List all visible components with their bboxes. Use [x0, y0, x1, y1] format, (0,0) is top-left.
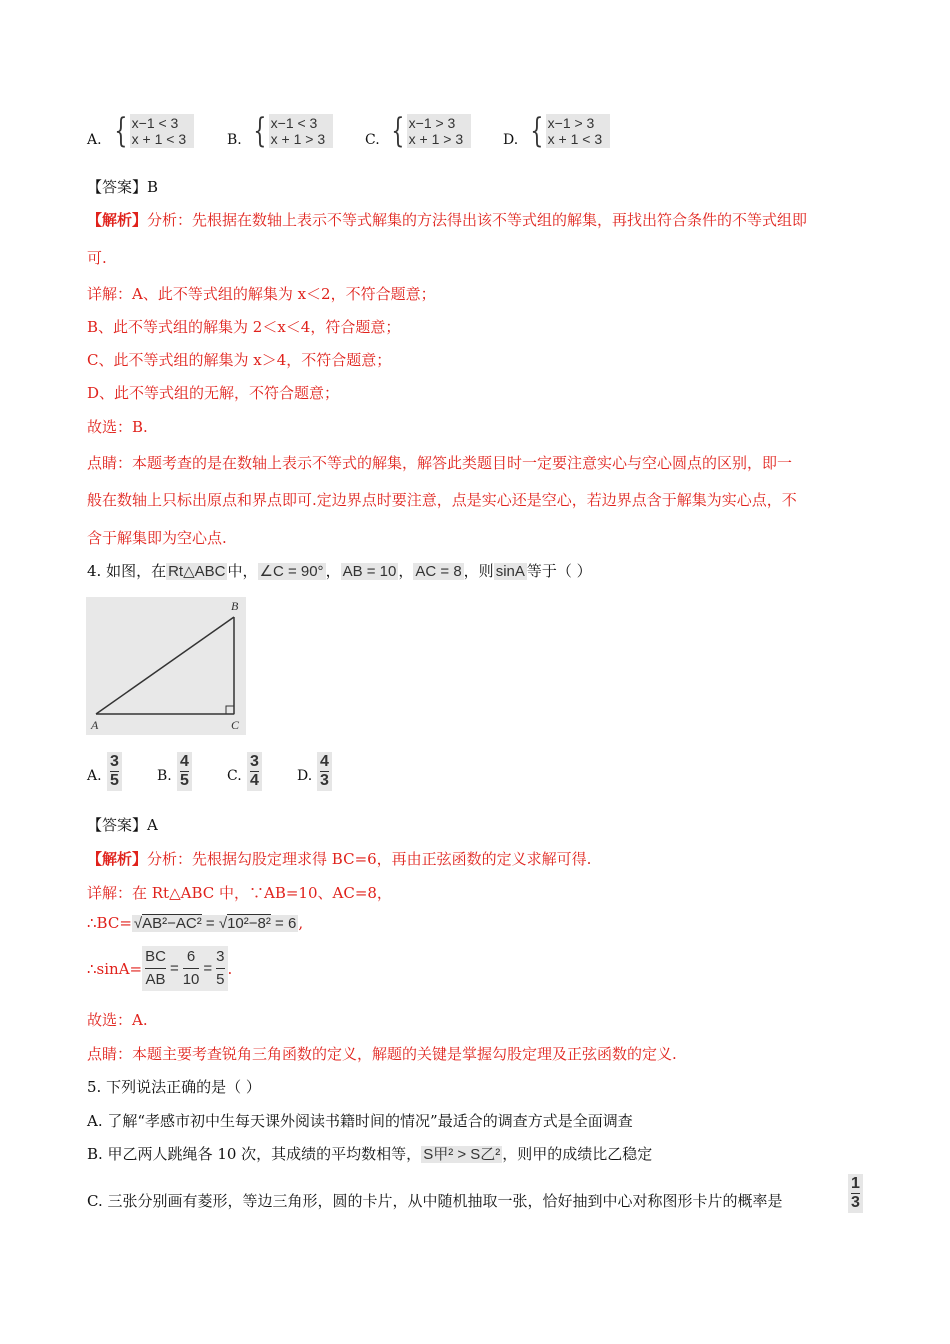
fraction: 3 4 — [247, 752, 262, 791]
q4-sin-line: ∴sinA= BC AB = 6 10 = 3 5 . — [87, 946, 232, 991]
option-label: D. — [503, 132, 519, 148]
q3-detail-line4: D、此不等式组的无解，不符合题意； — [87, 384, 340, 402]
q3-answer: 【答案】B — [87, 178, 159, 196]
q3-analysis-line1: 【解析】分析：先根据在数轴上表示不等式解集的方法得出该不等式组的解集，再找出符合条件的不等式组即 — [87, 211, 808, 229]
sin-fraction-chain: BC AB = 6 10 = 3 5 — [142, 946, 227, 991]
q4-comment: 点睛：本题主要考查锐角三角函数的定义，解题的关键是掌握勾股定理及正弦函数的定义. — [87, 1045, 677, 1063]
q5-option-b: B. 甲乙两人跳绳各 10 次，其成绩的平均数相等， S甲² > S乙² ，则甲的成绩比乙稳定 — [87, 1145, 653, 1163]
vertex-c-label: C — [231, 718, 240, 732]
q3-choice: 故选：B. — [87, 418, 148, 436]
option-label: C. — [365, 132, 380, 148]
vertex-b-label: B — [231, 599, 239, 613]
variance-comparison: S甲² > S乙² — [423, 1146, 501, 1163]
q5-option-a: A. 了解“孝感市初中生每天课外阅读书籍时间的情况”最适合的调查方式是全面调查 — [87, 1112, 633, 1130]
q3-comment-line2: 般在数轴上只标出原点和界点即可.定边界点时要注意，点是实心还是空心，若边界点含于解集为实心点，不 — [87, 491, 797, 509]
q4-answer: 【答案】A — [87, 816, 158, 834]
q4-choice: 故选：A. — [87, 1011, 148, 1029]
q3-analysis-line2: 可. — [87, 249, 107, 267]
option-label: A. — [87, 132, 102, 148]
triangle-diagram — [86, 597, 246, 735]
inequality-system: { x−1 > 3 x + 1 < 3 — [526, 114, 610, 148]
q5-fraction: 1 3 — [848, 1174, 863, 1213]
q4-bc-line: ∴BC= √AB²−AC² = √10²−8² = 6 , — [87, 914, 304, 932]
fraction: 4 5 — [177, 752, 192, 791]
triangle-figure — [86, 597, 246, 735]
q5-stem: 5. 下列说法正确的是（ ） — [87, 1078, 261, 1096]
inequality-system: { x−1 < 3 x + 1 < 3 — [110, 114, 194, 148]
q4-stem: 4. 如图，在 Rt△ABC 中， ∠C = 90° ， AB = 10 ， AC = 8 ，则 sinA 等于（ ） — [87, 562, 592, 580]
q3-detail-line3: C、此不等式组的解集为 x＞4，不符合题意； — [87, 351, 392, 369]
sqrt-expression: √AB²−AC² = √10²−8² = 6 — [133, 914, 297, 932]
q4-detail-line1: 详解：在 Rt△ABC 中，∵AB=10、AC=8， — [87, 884, 392, 902]
fraction: 3 5 — [107, 752, 122, 791]
q4-analysis: 【解析】分析：先根据勾股定理求得 BC=6，再由正弦函数的定义求解可得. — [87, 850, 592, 868]
fraction: 4 3 — [317, 752, 332, 791]
inequality-system: { x−1 < 3 x + 1 > 3 — [249, 114, 333, 148]
q3-comment-line1: 点睛：本题考查的是在数轴上表示不等式的解集，解答此类题目时一定要注意实心与空心圆点的区别，即一 — [87, 454, 793, 472]
vertex-a-label: A — [91, 718, 99, 732]
q3-detail-line1: 详解：A、此不等式组的解集为 x＜2，不符合题意； — [87, 285, 436, 303]
q3-detail-line2: B、此不等式组的解集为 2＜x＜4，符合题意； — [87, 318, 401, 336]
q3-comment-line3: 含于解集即为空心点. — [87, 529, 227, 547]
q5-option-c: C. 三张分别画有菱形，等边三角形，圆的卡片，从中随机抽取一张，恰好抽到中心对称图形卡片的概率是 — [87, 1192, 783, 1210]
option-label: B. — [227, 132, 242, 148]
inequality-system: { x−1 > 3 x + 1 > 3 — [387, 114, 471, 148]
